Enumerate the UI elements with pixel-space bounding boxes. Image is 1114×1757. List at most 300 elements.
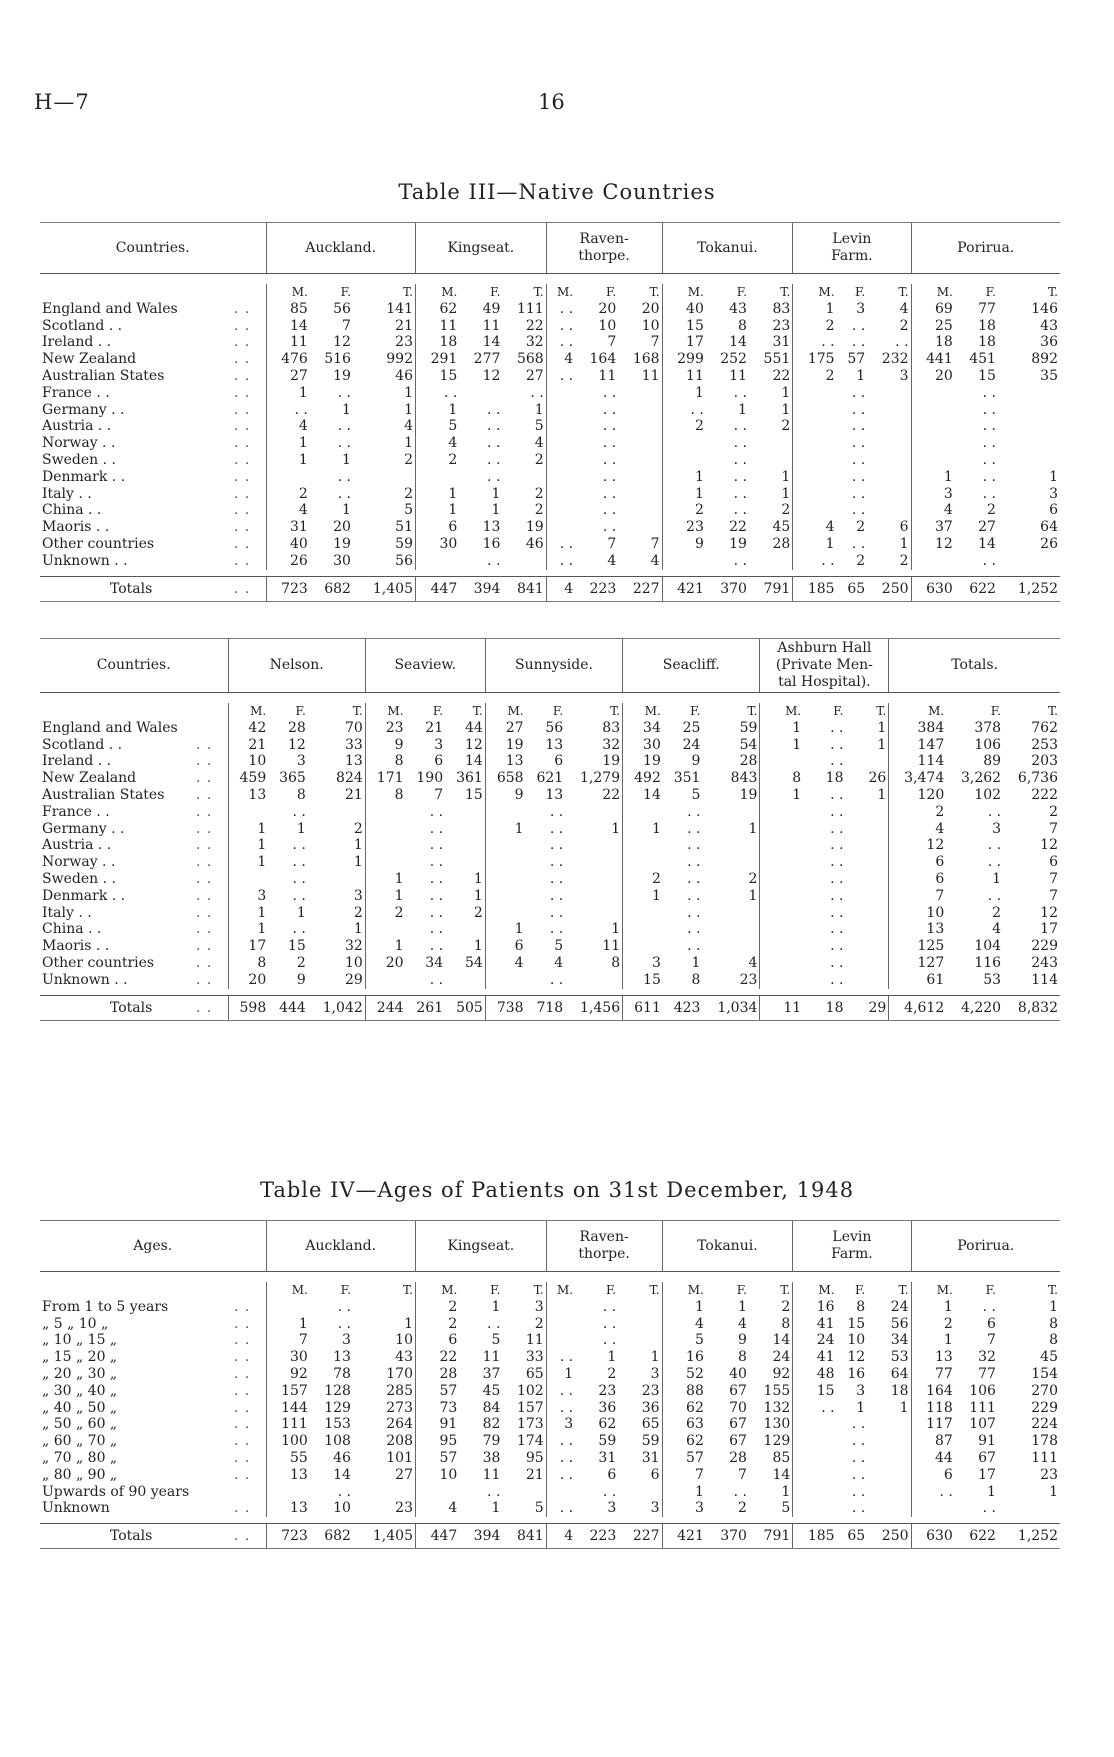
table-cell: 630 (911, 576, 955, 601)
table-cell: 84 (482, 1399, 501, 1416)
table-cell (662, 452, 706, 469)
table-cell: 621 (536, 770, 564, 787)
table-cell: 1,405 (353, 576, 416, 601)
table-cell: 24 (793, 1332, 837, 1349)
table-row (40, 737, 1060, 754)
column-group-header (266, 1221, 415, 1272)
table-cell: 762 (1031, 719, 1058, 736)
table-cell (846, 821, 889, 838)
table-cell: 16 (662, 1349, 706, 1366)
table-cell: 25 (911, 318, 955, 335)
table-cell: 5 (404, 502, 413, 519)
table-cell: 23 (395, 334, 413, 351)
table-row (40, 905, 1060, 922)
table-row (40, 418, 1060, 435)
table-cell: 6 (434, 753, 444, 770)
row-label: Austria . . (42, 837, 112, 854)
table-cell: 70 (729, 1399, 747, 1416)
table-cell: . . (687, 921, 701, 938)
table-row (40, 502, 1060, 519)
table-cell: 1 (491, 502, 501, 519)
table-cell: 5 (534, 418, 544, 435)
table-row (40, 435, 1060, 452)
table-cell: 23 (739, 971, 758, 988)
table-cell (793, 1500, 837, 1517)
table-cell: 9 (738, 1332, 747, 1349)
table-cell: 26 (868, 770, 887, 787)
leader-dots: . . (234, 351, 251, 368)
sub-column-header: F. (552, 704, 564, 718)
table-cell: . . (982, 451, 996, 468)
table-cell: 682 (310, 576, 353, 601)
table-cell: 6 (889, 854, 946, 871)
table-cell: 19 (739, 786, 758, 803)
table-cell: 7 (987, 1332, 996, 1349)
table-cell: . . (851, 401, 866, 418)
table-cell: . . (292, 854, 306, 871)
table-cell (998, 435, 1060, 452)
table-cell: 351 (673, 770, 701, 787)
table-cell (485, 871, 525, 888)
sub-column-header: M. (623, 703, 663, 720)
table-cell: 104 (974, 938, 1002, 955)
table-cell: . . (546, 1383, 575, 1400)
table-cell: 173 (516, 1416, 544, 1433)
sub-column-header: T. (533, 285, 544, 299)
table-cell: 73 (415, 1400, 459, 1417)
table-cell: 791 (749, 576, 793, 601)
sub-column-header: F. (854, 1283, 866, 1297)
table-cell: 12 (1040, 904, 1058, 921)
column-group-header-line: Sunnyside. (515, 657, 593, 673)
table-cell: 244 (365, 995, 405, 1020)
table-cell: . . (487, 552, 501, 569)
table-cell (502, 553, 546, 570)
page-ref: H—7 (34, 90, 90, 114)
table-cell: 1 (607, 1349, 617, 1366)
table-cell: 1 (899, 1399, 909, 1416)
table-cell (546, 402, 575, 419)
table-cell (911, 435, 955, 452)
table-row (40, 1299, 1060, 1316)
table-row (40, 1450, 1060, 1467)
table-cell: 2 (1049, 803, 1058, 820)
leader-dots: . . (234, 300, 251, 317)
table-cell: 229 (1031, 938, 1058, 955)
table-cell: 54 (465, 954, 483, 971)
row-label: From 1 to 5 years (42, 1298, 169, 1315)
table-cell: . . (982, 401, 996, 418)
table-cell: . . (602, 1298, 617, 1315)
table-cell: 26 (266, 553, 310, 570)
table-cell (793, 486, 837, 503)
column-group-header (793, 1221, 911, 1272)
table-cell: 17 (978, 1466, 996, 1483)
table-cell: . . (602, 519, 617, 536)
totals-label: Totals (40, 1524, 232, 1549)
table-cell: . . (982, 384, 996, 401)
table-cell: . . (830, 753, 844, 770)
table-cell: 3 (911, 486, 955, 503)
table-cell: 1 (987, 1483, 996, 1500)
table-row (40, 720, 1060, 737)
table-cell: 630 (911, 1524, 955, 1549)
table-cell: 20 (228, 972, 268, 989)
row-label: Unknown . . (42, 552, 128, 569)
table-cell: 1 (856, 1399, 866, 1416)
table-cell (365, 854, 405, 871)
table-cell: 11 (482, 317, 501, 334)
sub-column-header: T. (898, 285, 909, 299)
table-cell: . . (602, 384, 617, 401)
table-row (40, 469, 1060, 486)
table-cell: 1 (353, 921, 363, 938)
table-row (40, 486, 1060, 503)
table-cell: 1 (491, 1500, 501, 1517)
table-cell: . . (982, 468, 996, 485)
leader-dots: . . (234, 435, 251, 452)
table-cell: 7 (662, 1467, 706, 1484)
leader-dots: . . (196, 938, 213, 955)
table-cell: 1 (662, 1299, 706, 1316)
leader-dots: . . (234, 502, 251, 519)
table-cell: 2 (793, 318, 837, 335)
table-cell: 11 (482, 1466, 501, 1483)
table-cell (618, 1299, 662, 1316)
table-cell: . . (851, 1500, 866, 1517)
table-cell: 40 (266, 536, 310, 553)
table-cell: 2 (856, 552, 866, 569)
table-cell: 3 (534, 1298, 544, 1315)
table-cell: 117 (911, 1416, 955, 1433)
table-cell (308, 871, 365, 888)
table-cell: 4 (546, 576, 575, 601)
table-cell (445, 854, 485, 871)
sub-column-header: F. (985, 285, 996, 299)
row-label: China . . (42, 921, 102, 938)
table-cell (793, 502, 837, 519)
row-label: „ 15 „ 20 „ (42, 1349, 118, 1366)
table-cell: . . (602, 451, 617, 468)
table-cell (485, 804, 525, 821)
leader-dots: . . (234, 451, 251, 468)
table-cell: 1 (266, 452, 310, 469)
table-cell (565, 888, 622, 905)
row-label: Australian States (42, 786, 165, 803)
sub-column-header: M. (415, 1282, 459, 1299)
table-cell: 9 (662, 536, 706, 553)
table-cell: . . (982, 1500, 996, 1517)
sub-column-header: T. (1047, 1283, 1058, 1297)
table-cell: . . (337, 1298, 351, 1315)
table-cell (565, 854, 622, 871)
table-cell: 285 (386, 1382, 413, 1399)
table-cell (702, 854, 759, 871)
table-cell (546, 469, 575, 486)
table-cell: 2 (415, 452, 459, 469)
table-cell: . . (733, 485, 747, 502)
table-cell: 14 (772, 1466, 791, 1483)
table-cell: 8 (365, 787, 405, 804)
table-cell: 992 (386, 351, 413, 368)
table-cell: . . (337, 418, 351, 435)
table-4-title: Table IV—Ages of Patients on 31st December, 1948 (259, 1178, 855, 1202)
table-cell (867, 1500, 911, 1517)
table-cell: . . (687, 870, 701, 887)
table-cell: 370 (706, 1524, 749, 1549)
table-cell: 476 (266, 351, 310, 368)
table-cell: 54 (739, 736, 758, 753)
table-cell: 52 (662, 1366, 706, 1383)
table-cell: 1 (491, 1298, 501, 1315)
table-cell: 171 (365, 770, 405, 787)
column-group-header-line: Raven- (579, 231, 629, 247)
table-cell: . . (851, 1483, 866, 1500)
table-cell: 164 (589, 351, 617, 368)
table-cell (546, 1332, 575, 1349)
table-cell: 40 (729, 1365, 747, 1382)
table-cell: . . (830, 870, 844, 887)
table-cell: 44 (911, 1450, 955, 1467)
column-group-header-line: Porirua. (957, 1237, 1015, 1254)
leader-dots: . . (196, 736, 213, 753)
table-cell: 28 (729, 1449, 747, 1466)
table-cell (445, 972, 485, 989)
table-cell: 17 (662, 334, 706, 351)
table-cell: . . (546, 1400, 575, 1417)
table-cell: 2 (889, 804, 946, 821)
table-cell: 19 (333, 367, 351, 384)
table-cell: 27 (978, 519, 996, 536)
table-cell: 19 (333, 535, 351, 552)
table-cell: 18 (890, 1382, 909, 1399)
table-cell: 250 (867, 1524, 911, 1549)
table-cell (793, 1484, 837, 1501)
table-cell: 12 (889, 837, 946, 854)
table-cell: 4 (650, 552, 660, 569)
table-cell: 5 (662, 1332, 706, 1349)
table-cell: . . (429, 837, 444, 854)
table-cell: 1 (404, 401, 413, 418)
table-cell (662, 553, 706, 570)
table-cell: . . (429, 803, 444, 820)
table-cell (485, 888, 525, 905)
table-cell: 4,220 (946, 995, 1003, 1020)
table-cell (793, 1450, 837, 1467)
table-cell: 53 (890, 1349, 909, 1366)
table-cell: . . (830, 786, 844, 803)
table-cell: 551 (763, 351, 791, 368)
table-cell: 6 (554, 753, 564, 770)
table-native-countries-part-2 (40, 638, 1060, 1021)
table-cell: 31 (641, 1449, 660, 1466)
table-cell: . . (662, 402, 706, 419)
table-cell: 83 (772, 300, 791, 317)
leader-dots: . . (196, 753, 213, 770)
table-cell: . . (602, 1332, 617, 1349)
table-cell: 1 (1049, 468, 1058, 485)
table-cell: 6 (899, 519, 909, 536)
table-cell (846, 972, 889, 989)
table-cell (618, 452, 662, 469)
table-cell: 59 (598, 1433, 617, 1450)
leader-dots: . . (234, 552, 251, 569)
table-cell: 7 (342, 317, 351, 334)
table-cell: 32 (978, 1349, 996, 1366)
table-cell: . . (546, 536, 575, 553)
table-cell: 6 (607, 1466, 617, 1483)
table-cell: . . (987, 803, 1002, 820)
table-cell: . . (415, 385, 459, 402)
table-cell (445, 837, 485, 854)
table-cell: 738 (485, 995, 525, 1020)
table-cell: 95 (525, 1449, 544, 1466)
column-header-first: Countries. (40, 639, 228, 693)
table-cell: 1 (415, 502, 459, 519)
table-cell: 82 (482, 1416, 501, 1433)
table-cell: . . (987, 837, 1002, 854)
row-label: Denmark . . (42, 468, 126, 485)
table-cell (867, 1450, 911, 1467)
table-cell: . . (830, 736, 844, 753)
table-cell: 155 (763, 1382, 791, 1399)
table-cell: 56 (890, 1315, 909, 1332)
table-cell (867, 1467, 911, 1484)
table-cell (623, 837, 663, 854)
table-cell (618, 1316, 662, 1333)
table-cell: 178 (1031, 1433, 1058, 1450)
table-cell: 36 (641, 1399, 660, 1416)
table-cell: . . (546, 334, 575, 351)
table-cell: 1 (877, 719, 887, 736)
column-group-header-line: Seaview. (394, 657, 457, 673)
table-cell (618, 402, 662, 419)
table-cell (911, 402, 955, 419)
sub-column-header: M. (415, 284, 459, 301)
table-cell: 14 (772, 1332, 791, 1349)
table-cell: 1 (415, 402, 459, 419)
table-cell: 611 (623, 995, 663, 1020)
column-group-header-line: Nelson. (269, 657, 324, 673)
table-cell: 277 (473, 351, 501, 368)
column-group-header-line: Auckland. (305, 1237, 377, 1254)
table-cell (415, 553, 459, 570)
table-cell: 3 (342, 1332, 351, 1349)
table-cell: 447 (415, 576, 459, 601)
table-cell: . . (429, 971, 444, 988)
table-cell: 4 (899, 300, 909, 317)
table-cell: 36 (598, 1399, 617, 1416)
table-cell: 222 (1031, 786, 1058, 803)
table-cell: 33 (344, 736, 363, 753)
table-cell: 227 (618, 576, 662, 601)
table-cell: 114 (889, 753, 946, 770)
table-cell: 1,042 (308, 995, 365, 1020)
table-cell: 3 (546, 1416, 575, 1433)
table-cell: 2 (404, 485, 413, 502)
table-cell: 78 (333, 1365, 351, 1382)
table-cell: 67 (729, 1382, 747, 1399)
table-cell: . . (487, 401, 501, 418)
table-cell: 1 (342, 401, 351, 418)
sub-column-header: T. (1047, 285, 1058, 299)
table-cell: 37 (482, 1365, 501, 1382)
row-label: „ 80 „ 90 „ (42, 1466, 118, 1483)
table-cell: 7 (1049, 870, 1058, 887)
sub-column-header: T. (472, 704, 483, 718)
table-cell: 85 (266, 301, 310, 318)
table-cell: 18 (911, 334, 955, 351)
table-cell (793, 452, 837, 469)
row-label: New Zealand (42, 770, 137, 787)
table-cell (760, 888, 803, 905)
table-cell (623, 921, 663, 938)
table-cell: 791 (749, 1524, 793, 1549)
sub-column-header: M. (266, 1282, 310, 1299)
table-cell: 252 (720, 351, 747, 368)
table-cell: 3,262 (960, 770, 1002, 787)
table-cell (846, 804, 889, 821)
sub-column-header: T. (610, 704, 621, 718)
table-cell: 67 (729, 1433, 747, 1450)
table-cell: 111 (1031, 1449, 1058, 1466)
table-cell: 7 (266, 1332, 310, 1349)
table-cell: 8 (365, 753, 405, 770)
table-cell: . . (911, 1484, 955, 1501)
table-row (40, 753, 1060, 770)
table-cell: 164 (911, 1383, 955, 1400)
table-cell: . . (337, 485, 351, 502)
table-cell: 1,456 (565, 995, 622, 1020)
sub-column-header: M. (485, 703, 525, 720)
table-cell: 21 (425, 719, 444, 736)
leader-dots: . . (234, 384, 251, 401)
table-cell: 2 (899, 552, 909, 569)
table-cell (760, 871, 803, 888)
table-cell: 6 (911, 1467, 955, 1484)
column-group-header-line: Tokanui. (697, 1237, 758, 1254)
table-cell: 19 (485, 737, 525, 754)
leader-dots: . . (234, 367, 251, 384)
table-cell: 16 (847, 1365, 866, 1382)
table-cell: 46 (525, 535, 544, 552)
table-cell: 11 (641, 367, 660, 384)
table-cell: 31 (598, 1449, 617, 1466)
table-cell: 43 (1040, 317, 1058, 334)
table-cell: 15 (793, 1383, 837, 1400)
table-cell: 394 (459, 1524, 502, 1549)
table-cell: 208 (386, 1433, 413, 1450)
table-cell: 1 (877, 786, 887, 803)
table-cell (760, 854, 803, 871)
table-cell: 67 (978, 1449, 996, 1466)
table-cell: 718 (526, 995, 566, 1020)
table-row (40, 854, 1060, 871)
table-cell: 444 (268, 995, 308, 1020)
table-cell: 1,034 (702, 995, 759, 1020)
table-cell: . . (292, 837, 306, 854)
sub-column-header: F. (295, 704, 306, 718)
row-label: „ 20 „ 30 „ (42, 1365, 118, 1382)
table-cell: . . (602, 418, 617, 435)
leader-dots: . . (234, 1349, 251, 1366)
table-cell (485, 972, 525, 989)
table-row (40, 385, 1060, 402)
table-cell: 2 (911, 1316, 955, 1333)
column-group-header-line: (Private Men- (775, 657, 873, 673)
table-cell (793, 1416, 837, 1433)
table-cell: 1 (781, 485, 791, 502)
